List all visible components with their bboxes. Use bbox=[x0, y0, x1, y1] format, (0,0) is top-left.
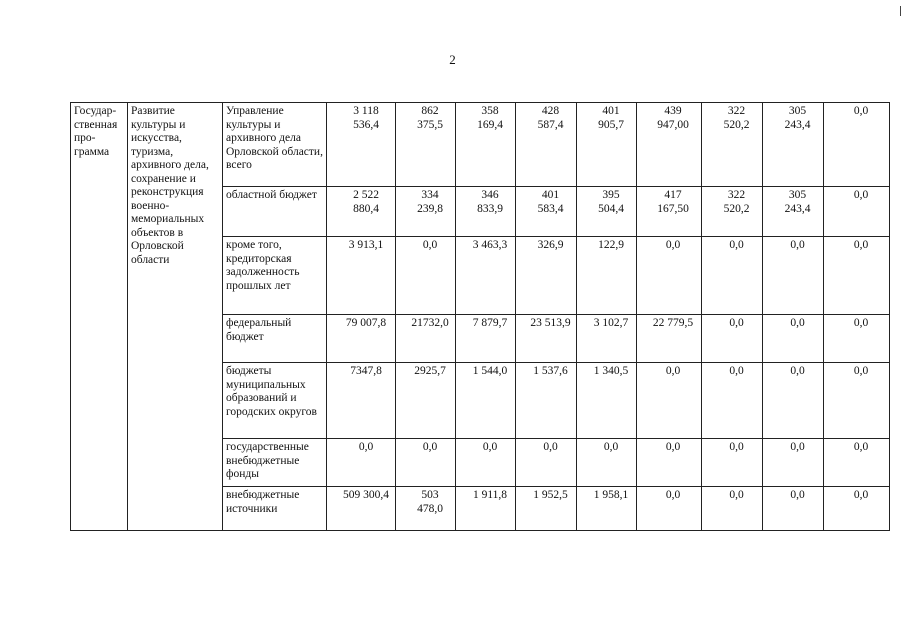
value-text: 428 587,4 bbox=[537, 105, 564, 131]
value-text: 0,0 bbox=[482, 441, 498, 453]
value-cell bbox=[327, 237, 396, 315]
value-cell bbox=[763, 237, 824, 315]
value-cell bbox=[577, 487, 637, 531]
value-cell bbox=[824, 187, 890, 237]
value-cell bbox=[516, 237, 577, 315]
value-cell bbox=[456, 315, 516, 363]
value-cell bbox=[516, 103, 577, 187]
value-text: 79 007,8 bbox=[345, 317, 387, 329]
value-cell bbox=[396, 187, 456, 237]
value-text: 358 169,4 bbox=[477, 105, 503, 131]
value-text: 0,0 bbox=[729, 317, 744, 329]
value-cell bbox=[824, 103, 890, 187]
value-text: 1 958,1 bbox=[593, 489, 629, 501]
value-text: 3 102,7 bbox=[593, 317, 629, 329]
value-cell bbox=[577, 237, 637, 315]
value-text: 401 583,4 bbox=[537, 189, 564, 215]
funding-source-label: кроме того, кредиторская задолженность прошлых лет bbox=[223, 237, 327, 315]
value-text: 0,0 bbox=[853, 239, 869, 251]
value-text: 0,0 bbox=[422, 441, 438, 453]
value-cell bbox=[396, 363, 456, 439]
value-cell bbox=[456, 487, 516, 531]
value-text: 0,0 bbox=[853, 317, 869, 329]
value-text: 0,0 bbox=[665, 365, 681, 377]
program-name-cell: Развитие культуры и искусства, туризма, архивного дела, сохранение и реконструкция военно-мемориальных объектов в Орловской области bbox=[128, 103, 223, 531]
value-cell bbox=[577, 363, 637, 439]
value-cell bbox=[327, 103, 396, 187]
value-text: 395 504,4 bbox=[598, 189, 624, 215]
value-text: 0,0 bbox=[422, 239, 438, 251]
value-text: 509 300,4 bbox=[343, 489, 389, 501]
funding-source-label: бюджеты муниципальных образований и городских округов bbox=[223, 363, 327, 439]
value-cell bbox=[456, 237, 516, 315]
value-text: 326,9 bbox=[537, 239, 564, 251]
value-cell bbox=[763, 103, 824, 187]
value-text: 0,0 bbox=[729, 441, 744, 453]
value-cell bbox=[456, 103, 516, 187]
value-text: 346 833,9 bbox=[477, 189, 503, 215]
budget-table bbox=[70, 102, 890, 531]
value-cell bbox=[763, 487, 824, 531]
value-text: 0,0 bbox=[603, 441, 619, 453]
value-cell bbox=[637, 439, 702, 487]
value-text: 0,0 bbox=[665, 239, 681, 251]
value-text: 0,0 bbox=[853, 105, 869, 117]
value-text: 0,0 bbox=[665, 489, 681, 501]
value-text: 1 544,0 bbox=[472, 365, 508, 377]
value-cell bbox=[824, 363, 890, 439]
value-cell bbox=[516, 315, 577, 363]
value-text: 0,0 bbox=[543, 441, 558, 453]
funding-source-label: областной бюджет bbox=[223, 187, 327, 237]
value-text: 0,0 bbox=[790, 489, 805, 501]
value-cell bbox=[577, 103, 637, 187]
value-text: 3 913,1 bbox=[348, 239, 384, 251]
value-cell bbox=[327, 363, 396, 439]
value-cell bbox=[577, 187, 637, 237]
value-cell bbox=[456, 187, 516, 237]
value-text: 0,0 bbox=[790, 365, 805, 377]
value-cell bbox=[516, 363, 577, 439]
value-text: 334 239,8 bbox=[417, 189, 443, 215]
value-text: 7347,8 bbox=[350, 365, 382, 377]
value-cell bbox=[516, 439, 577, 487]
value-text: 0,0 bbox=[853, 365, 869, 377]
value-text: 0,0 bbox=[665, 441, 681, 453]
value-text: 3 118 536,4 bbox=[353, 105, 379, 131]
value-text: 0,0 bbox=[853, 489, 869, 501]
value-text: 1 340,5 bbox=[593, 365, 629, 377]
value-cell bbox=[702, 103, 763, 187]
value-text: 2 522 880,4 bbox=[353, 189, 379, 215]
value-cell bbox=[396, 439, 456, 487]
value-text: 1 952,5 bbox=[533, 489, 568, 501]
funding-source-label: государственные внебюджетные фонды bbox=[223, 439, 327, 487]
value-cell bbox=[702, 237, 763, 315]
value-cell bbox=[702, 315, 763, 363]
value-text: 7 879,7 bbox=[472, 317, 508, 329]
value-cell bbox=[637, 103, 702, 187]
value-text: 322 520,2 bbox=[723, 105, 750, 131]
value-text: 0,0 bbox=[790, 317, 805, 329]
value-cell bbox=[637, 363, 702, 439]
value-text: 401 905,7 bbox=[598, 105, 624, 131]
value-cell bbox=[637, 187, 702, 237]
value-cell bbox=[702, 187, 763, 237]
value-cell bbox=[577, 315, 637, 363]
value-text: 1 537,6 bbox=[533, 365, 568, 377]
value-cell bbox=[327, 187, 396, 237]
value-cell bbox=[327, 487, 396, 531]
value-text: 23 513,9 bbox=[530, 317, 571, 329]
value-text: 21732,0 bbox=[411, 317, 449, 329]
value-cell bbox=[577, 439, 637, 487]
value-text: 1 911,8 bbox=[472, 489, 508, 501]
value-cell bbox=[396, 103, 456, 187]
value-text: 122,9 bbox=[598, 239, 624, 251]
page-number: 2 bbox=[449, 52, 456, 67]
funding-source-label: внебюджетные источники bbox=[223, 487, 327, 531]
funding-source-label: Управление культуры и архивного дела Орловской области, всего bbox=[223, 103, 327, 187]
value-text: 22 779,5 bbox=[652, 317, 694, 329]
value-text: 0,0 bbox=[853, 441, 869, 453]
value-text: 0,0 bbox=[790, 441, 805, 453]
value-text: 0,0 bbox=[729, 239, 744, 251]
value-text: 0,0 bbox=[729, 489, 744, 501]
value-text: 503 478,0 bbox=[417, 489, 443, 515]
value-cell bbox=[824, 315, 890, 363]
value-cell bbox=[396, 487, 456, 531]
value-cell bbox=[824, 487, 890, 531]
value-text: 0,0 bbox=[790, 239, 805, 251]
value-text: 0,0 bbox=[853, 189, 869, 201]
value-cell bbox=[763, 363, 824, 439]
value-cell bbox=[396, 237, 456, 315]
value-text: 0,0 bbox=[358, 441, 374, 453]
value-cell bbox=[456, 439, 516, 487]
value-cell bbox=[824, 237, 890, 315]
value-cell bbox=[702, 439, 763, 487]
value-cell bbox=[763, 439, 824, 487]
funding-source-label: федеральный бюджет bbox=[223, 315, 327, 363]
value-cell bbox=[516, 487, 577, 531]
value-cell bbox=[763, 187, 824, 237]
value-cell bbox=[637, 315, 702, 363]
value-text: 305 243,4 bbox=[784, 189, 811, 215]
scan-edge-mark bbox=[900, 6, 901, 16]
value-text: 2925,7 bbox=[414, 365, 446, 377]
value-cell bbox=[702, 363, 763, 439]
value-cell bbox=[824, 439, 890, 487]
value-text: 3 463,3 bbox=[472, 239, 508, 251]
value-cell bbox=[327, 439, 396, 487]
value-cell bbox=[456, 363, 516, 439]
value-cell bbox=[702, 487, 763, 531]
value-text: 417 167,50 bbox=[657, 189, 689, 215]
value-cell bbox=[637, 237, 702, 315]
value-text: 322 520,2 bbox=[723, 189, 750, 215]
value-text: 0,0 bbox=[729, 365, 744, 377]
value-cell bbox=[637, 487, 702, 531]
program-category-cell: Государ-ственная про-грамма bbox=[71, 103, 128, 531]
value-text: 305 243,4 bbox=[784, 105, 811, 131]
value-text: 862 375,5 bbox=[417, 105, 443, 131]
value-cell bbox=[327, 315, 396, 363]
value-cell bbox=[763, 315, 824, 363]
value-text: 439 947,00 bbox=[657, 105, 689, 131]
value-cell bbox=[516, 187, 577, 237]
table-row bbox=[71, 103, 890, 187]
value-cell bbox=[396, 315, 456, 363]
